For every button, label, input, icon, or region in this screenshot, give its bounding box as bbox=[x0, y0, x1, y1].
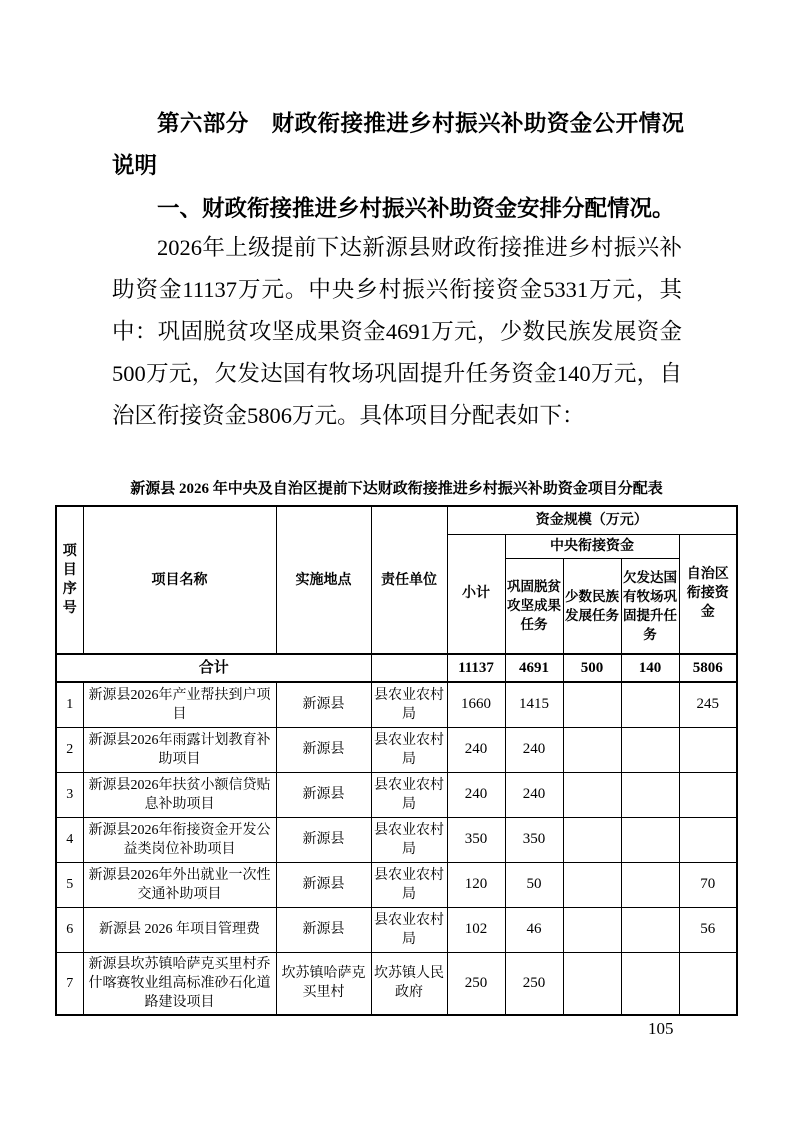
row-poverty: 240 bbox=[505, 727, 563, 772]
total-minority: 500 bbox=[563, 654, 621, 682]
row-minority bbox=[563, 682, 621, 727]
row-project-name: 新源县2026年雨露计划教育补助项目 bbox=[83, 727, 276, 772]
row-poverty: 250 bbox=[505, 952, 563, 1015]
row-seq: 4 bbox=[56, 817, 83, 862]
row-regional bbox=[679, 772, 737, 817]
row-seq: 2 bbox=[56, 727, 83, 772]
row-project-name: 新源县2026年扶贫小额信贷贴息补助项目 bbox=[83, 772, 276, 817]
row-project-name: 新源县2026年产业帮扶到户项目 bbox=[83, 682, 276, 727]
row-pasture bbox=[621, 817, 679, 862]
row-location: 新源县 bbox=[276, 862, 371, 907]
allocation-table-body bbox=[56, 654, 737, 1015]
table-row bbox=[56, 727, 737, 772]
total-unit bbox=[371, 654, 447, 682]
row-location: 坎苏镇哈萨克买里村 bbox=[276, 952, 371, 1015]
row-regional: 56 bbox=[679, 907, 737, 952]
table-row bbox=[56, 862, 737, 907]
row-regional bbox=[679, 952, 737, 1015]
header-minority-task: 少数民族发展任务 bbox=[563, 558, 621, 654]
row-pasture bbox=[621, 727, 679, 772]
row-poverty: 1415 bbox=[505, 682, 563, 727]
table-title: 新源县 2026 年中央及自治区提前下达财政衔接推进乡村振兴补助资金项目分配表 bbox=[130, 481, 663, 497]
row-subtotal: 350 bbox=[447, 817, 505, 862]
row-seq: 3 bbox=[56, 772, 83, 817]
row-subtotal: 1660 bbox=[447, 682, 505, 727]
row-seq: 5 bbox=[56, 862, 83, 907]
row-poverty: 46 bbox=[505, 907, 563, 952]
row-responsible-unit: 县农业农村局 bbox=[371, 727, 447, 772]
header-location: 实施地点 bbox=[276, 506, 371, 654]
row-location: 新源县 bbox=[276, 907, 371, 952]
table-row bbox=[56, 682, 737, 727]
row-responsible-unit: 县农业农村局 bbox=[371, 682, 447, 727]
total-row bbox=[56, 654, 737, 682]
row-location: 新源县 bbox=[276, 682, 371, 727]
row-minority bbox=[563, 952, 621, 1015]
row-responsible-unit: 县农业农村局 bbox=[371, 817, 447, 862]
row-project-name: 新源县 2026 年项目管理费 bbox=[83, 907, 276, 952]
allocation-table bbox=[55, 505, 738, 1016]
row-regional bbox=[679, 727, 737, 772]
row-poverty: 50 bbox=[505, 862, 563, 907]
body-paragraph: 2026年上级提前下达新源县财政衔接推进乡村振兴补助资金11137万元。中央乡村振兴衔接资金5331万元，其中：巩固脱贫攻坚成果资金4691万元，少数民族发展资金500万元，欠发达国有牧场巩固提升任务资金140万元，自治区衔接资金5806万元。具体项目分配表如下： bbox=[112, 235, 682, 428]
row-subtotal: 240 bbox=[447, 772, 505, 817]
row-seq: 6 bbox=[56, 907, 83, 952]
row-project-name: 新源县2026年衔接资金开发公益类岗位补助项目 bbox=[83, 817, 276, 862]
row-minority bbox=[563, 817, 621, 862]
row-pasture bbox=[621, 772, 679, 817]
total-label: 合计 bbox=[56, 654, 371, 682]
row-location: 新源县 bbox=[276, 727, 371, 772]
header-central-funds: 中央衔接资金 bbox=[505, 534, 679, 558]
row-poverty: 240 bbox=[505, 772, 563, 817]
row-subtotal: 250 bbox=[447, 952, 505, 1015]
row-seq: 7 bbox=[56, 952, 83, 1015]
row-project-name: 新源县2026年外出就业一次性交通补助项目 bbox=[83, 862, 276, 907]
table-row bbox=[56, 952, 737, 1015]
row-responsible-unit: 县农业农村局 bbox=[371, 907, 447, 952]
header-regional-funds: 自治区衔接资金 bbox=[679, 534, 737, 654]
row-regional bbox=[679, 817, 737, 862]
page-number: 105 bbox=[648, 1019, 674, 1038]
row-responsible-unit: 县农业农村局 bbox=[371, 862, 447, 907]
row-poverty: 350 bbox=[505, 817, 563, 862]
row-minority bbox=[563, 772, 621, 817]
header-poverty-task: 巩固脱贫攻坚成果任务 bbox=[505, 558, 563, 654]
row-location: 新源县 bbox=[276, 817, 371, 862]
total-subtotal: 11137 bbox=[447, 654, 505, 682]
row-regional: 245 bbox=[679, 682, 737, 727]
row-minority bbox=[563, 907, 621, 952]
total-poverty: 4691 bbox=[505, 654, 563, 682]
row-minority bbox=[563, 727, 621, 772]
table-row bbox=[56, 772, 737, 817]
row-subtotal: 240 bbox=[447, 727, 505, 772]
document-title: 第六部分 财政衔接推进乡村振兴补助资金公开情况说明 bbox=[112, 111, 684, 178]
row-location: 新源县 bbox=[276, 772, 371, 817]
total-regional: 5806 bbox=[679, 654, 737, 682]
total-pasture: 140 bbox=[621, 654, 679, 682]
header-project-name: 项目名称 bbox=[83, 506, 276, 654]
header-seq: 项目序号 bbox=[56, 506, 83, 654]
table-row bbox=[56, 817, 737, 862]
row-pasture bbox=[621, 862, 679, 907]
header-subtotal: 小计 bbox=[447, 534, 505, 654]
row-subtotal: 120 bbox=[447, 862, 505, 907]
header-funding-scale: 资金规模（万元） bbox=[447, 506, 737, 534]
table-row bbox=[56, 907, 737, 952]
header-responsible-unit: 责任单位 bbox=[371, 506, 447, 654]
row-pasture bbox=[621, 907, 679, 952]
row-seq: 1 bbox=[56, 682, 83, 727]
row-pasture bbox=[621, 682, 679, 727]
row-project-name: 新源县坎苏镇哈萨克买里村乔什喀赛牧业组高标准砂石化道路建设项目 bbox=[83, 952, 276, 1015]
row-pasture bbox=[621, 952, 679, 1015]
header-pasture-task: 欠发达国有牧场巩固提升任务 bbox=[621, 558, 679, 654]
row-responsible-unit: 县农业农村局 bbox=[371, 772, 447, 817]
row-minority bbox=[563, 862, 621, 907]
row-regional: 70 bbox=[679, 862, 737, 907]
section-heading: 一、财政衔接推进乡村振兴补助资金安排分配情况。 bbox=[157, 196, 675, 221]
row-subtotal: 102 bbox=[447, 907, 505, 952]
row-responsible-unit: 坎苏镇人民政府 bbox=[371, 952, 447, 1015]
